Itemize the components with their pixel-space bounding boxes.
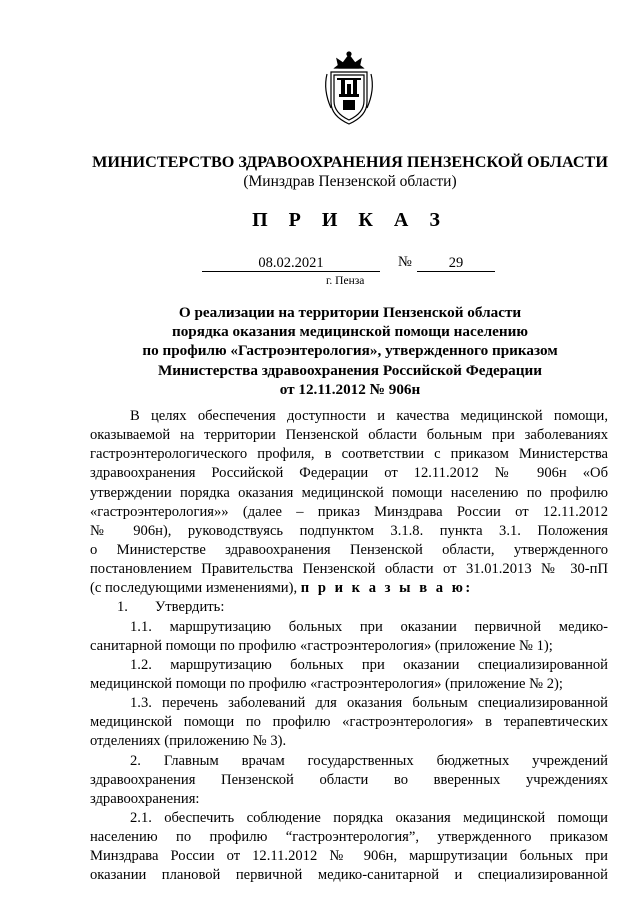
subject-line: О реализации на территории Пензенской области bbox=[178, 304, 522, 321]
body-line: медицинской помощи по профилю «гастроэнтерология» (приложение № 2); bbox=[90, 675, 563, 692]
body-line: отделениях (приложению № 3). bbox=[90, 733, 287, 750]
body-line: 2.1. обеспечить соблюдение порядка оказания медицинской помощи bbox=[130, 809, 608, 826]
body-line: санитарной помощи по профилю «гастроэнтерология» (приложение № 1); bbox=[90, 637, 553, 654]
body-line: населению по профилю “гастроэнтерология”, утвержденного приказом bbox=[90, 829, 608, 846]
ministry-short-name: (Минздрав Пензенской области) bbox=[243, 173, 457, 190]
subject-line: от 12.11.2012 № 906н bbox=[279, 380, 421, 398]
body-line: здравоохранения Российской Федерации от 12.11.2012 № 906н «Об bbox=[90, 465, 608, 482]
item-1 bbox=[90, 598, 608, 617]
body-line: № 906н), руководствуясь подпунктом 3.1.8. пункта 3.1. Положения bbox=[90, 522, 608, 539]
ministry-name: МИНИСТЕРСТВО ЗДРАВООХРАНЕНИЯ ПЕНЗЕНСКОЙ ОБЛАСТИ bbox=[92, 153, 608, 171]
document-body bbox=[90, 407, 608, 886]
body-line: оказании плановой первичной медико-санитарной и специализированной bbox=[90, 867, 608, 884]
body-line: 2. Главным врачам государственных бюджетных учреждений bbox=[130, 752, 608, 769]
order-subject bbox=[60, 303, 640, 399]
body-line: «гастроэнтерология»» (далее – приказ Минздрава России от 12.11.2012 bbox=[90, 503, 608, 520]
body-line: В целях обеспечения доступности и качества медицинской помощи, bbox=[130, 408, 608, 424]
subject-line: Министерства здравоохранения Российской Федерации bbox=[157, 361, 543, 379]
body-line: здравоохранения: bbox=[90, 790, 200, 807]
body-line: Минздрава России от 12.11.2012 № 906н, маршрутизации больных при bbox=[90, 848, 608, 865]
body-line: оказываемой на территории Пензенской области больным при заболеваниях bbox=[90, 427, 608, 444]
coat-of-arms-icon bbox=[321, 50, 377, 126]
intro-last-text: (с последующими изменениями), bbox=[90, 580, 298, 597]
body-line: 1.3. перечень заболеваний для оказания больным специализированной bbox=[130, 695, 608, 712]
body-line bbox=[90, 579, 608, 598]
item-1-text: Утвердить: bbox=[154, 599, 225, 616]
body-line: 1.1. маршрутизацию больных при оказании первичной медико- bbox=[130, 618, 608, 635]
city-label: г. Пенза bbox=[326, 275, 365, 287]
body-line: постановлением Правительства Пензенской области от 31.01.2013 № 30-пП bbox=[90, 561, 608, 578]
body-line: медицинской помощи по профилю «гастроэнтерология» в терапевтических bbox=[90, 714, 608, 731]
body-line: утверждении порядка оказания медицинской помощи населению по профилю bbox=[90, 484, 608, 501]
order-number: 29 bbox=[417, 255, 495, 272]
body-line: здравоохранения Пензенской области во вверенных учреждениях bbox=[90, 771, 608, 788]
subject-line: порядка оказания медицинской помощи населению bbox=[171, 323, 529, 341]
order-word: п р и к а з ы в а ю: bbox=[300, 580, 473, 597]
order-date: 08.02.2021 bbox=[202, 255, 380, 272]
number-sign: № bbox=[398, 254, 412, 270]
body-line: гастроэнтерологического профиля, в соответствии с приказом Министерства bbox=[90, 446, 608, 463]
body-line: 1.2. маршрутизацию больных при оказании специализированной bbox=[130, 656, 608, 673]
body-line: о Министерстве здравоохранения Пензенской области, утвержденного bbox=[90, 541, 608, 558]
item-1-number: 1. bbox=[117, 599, 128, 616]
subject-line: по профилю «Гастроэнтерология», утвержденного приказом bbox=[142, 342, 558, 360]
document-type-title: П Р И К А З bbox=[252, 209, 448, 231]
